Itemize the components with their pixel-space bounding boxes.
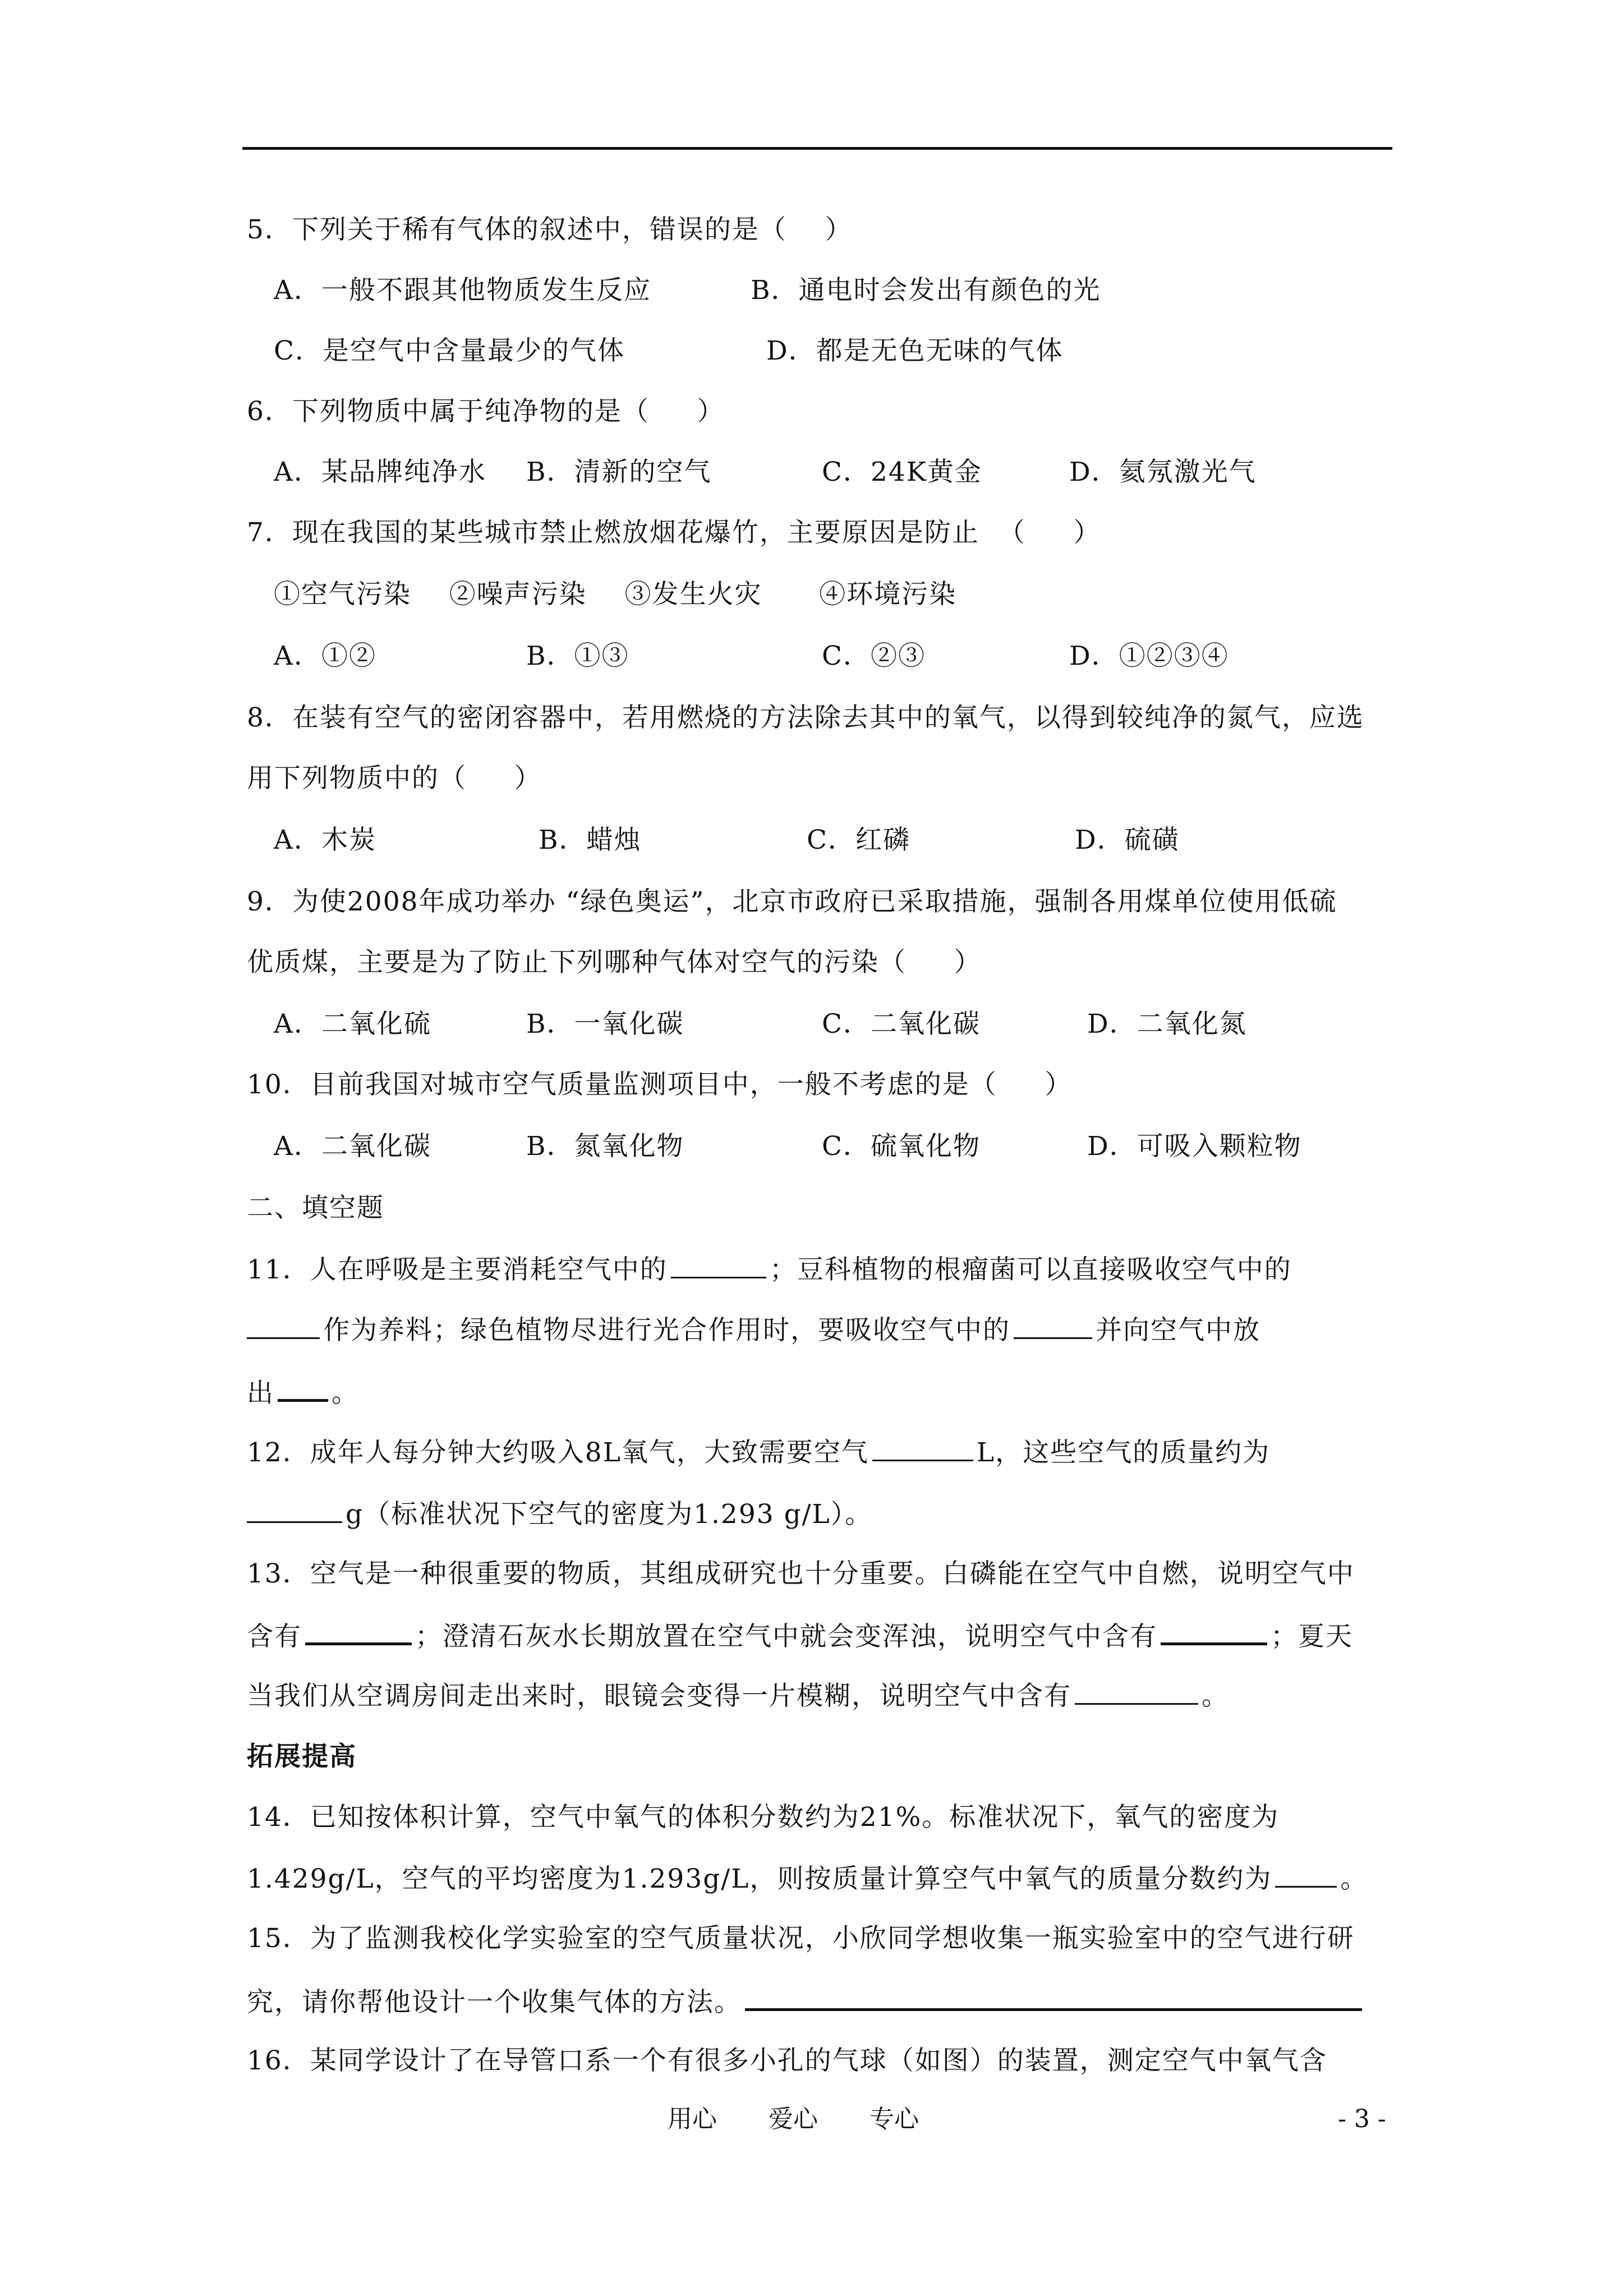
q13-line3 xyxy=(247,1678,1229,1713)
q15-line1: 15．为了监测我校化学实验室的空气质量状况，小欣同学想收集一瓶实验室中的空气进行研 xyxy=(247,1923,1355,1954)
q7-option-d: D．①②③④ xyxy=(1069,641,1229,671)
q12-text-3: g（标准状况下空气的密度为1.293 g/L）。 xyxy=(346,1499,873,1530)
q7-option-c: C．②③ xyxy=(822,641,926,671)
q12-blank-2[interactable] xyxy=(247,1497,342,1523)
q11-text-1: 11．人在呼吸是主要消耗空气中的 xyxy=(247,1254,668,1285)
section-fill-heading: 二、填空题 xyxy=(247,1193,384,1223)
footer-motto-3: 专心 xyxy=(869,2105,919,2133)
q12-text-2: L，这些空气的质量约为 xyxy=(976,1437,1271,1468)
q13-text-3: ；澄清石灰水长期放置在空气中就会变浑浊，说明空气中含有 xyxy=(415,1621,1157,1652)
q14-blank-1[interactable] xyxy=(1275,1861,1337,1888)
q6-option-a: A．某品牌纯净水 xyxy=(274,457,486,487)
q8-stem-line2: 用下列物质中的（ ） xyxy=(247,763,542,794)
q11-blank-2[interactable] xyxy=(247,1313,320,1339)
footer-motto-1: 用心 xyxy=(668,2105,717,2133)
footer-motto-2: 爱心 xyxy=(769,2105,818,2133)
q9-option-c: C．二氧化碳 xyxy=(822,1009,981,1039)
q14-line1: 14．已知按体积计算，空气中氧气的体积分数约为21%。标准状况下，氧气的密度为 xyxy=(247,1802,1280,1833)
q9-option-b: B．一氧化碳 xyxy=(526,1009,684,1039)
q11-text-6: 。 xyxy=(332,1378,359,1409)
q11-text-3: 作为养料；绿色植物尽进行光合作用时，要吸收空气中的 xyxy=(323,1315,1010,1346)
q7-stem: 7．现在我国的某些城市禁止燃放烟花爆竹，主要原因是防止 （ ） xyxy=(247,517,1101,548)
q11-blank-1[interactable] xyxy=(671,1252,766,1278)
q7-items: ①空气污染 ②噪声污染 ③发生火灾 ④环境污染 xyxy=(274,579,957,610)
q13-text-2: 含有 xyxy=(247,1621,302,1652)
q13-blank-1[interactable] xyxy=(305,1618,412,1645)
q8-option-b: B．蜡烛 xyxy=(539,825,642,855)
q10-option-b: B．氮氧化物 xyxy=(526,1131,684,1162)
q5-option-a: A．一般不跟其他物质发生反应 xyxy=(274,275,651,306)
section-extend-heading: 拓展提高 xyxy=(247,1741,357,1772)
q13-line2 xyxy=(247,1618,1353,1654)
q13-blank-2[interactable] xyxy=(1161,1618,1267,1645)
q5-option-c: C．是空气中含量最少的气体 xyxy=(274,335,625,366)
q16-line1: 16．某同学设计了在导管口系一个有很多小孔的气球（如图）的装置，测定空气中氧气含 xyxy=(247,2045,1327,2076)
q11-text-4: 并向空气中放 xyxy=(1096,1315,1260,1346)
q10-option-a: A．二氧化碳 xyxy=(274,1131,431,1162)
q12-text-1: 12．成年人每分钟大约吸入8L氧气，大致需要空气 xyxy=(247,1437,869,1468)
q12-blank-1[interactable] xyxy=(872,1435,973,1461)
q8-option-a: A．木炭 xyxy=(274,825,376,855)
q7-option-a: A．①② xyxy=(274,641,376,671)
q14-text-2: 1.429g/L，空气的平均密度为1.293g/L，则按质量计算空气中氧气的质量分数约为 xyxy=(247,1864,1272,1894)
q11-line1 xyxy=(247,1252,1292,1287)
q13-text-6: 。 xyxy=(1202,1681,1229,1711)
q10-option-c: C．硫氧化物 xyxy=(822,1131,981,1162)
q5-stem: 5．下列关于稀有气体的叙述中，错误的是（ ） xyxy=(247,214,853,245)
q12-line2 xyxy=(247,1497,872,1531)
q11-line3 xyxy=(247,1374,359,1410)
q6-option-c: C．24K黄金 xyxy=(822,457,982,487)
q7-option-b: B．①③ xyxy=(526,641,629,671)
q10-stem: 10．目前我国对城市空气质量监测项目中，一般不考虑的是（ ） xyxy=(247,1069,1073,1100)
q5-option-d: D．都是无色无味的气体 xyxy=(766,335,1064,366)
q6-stem: 6．下列物质中属于纯净物的是（ ） xyxy=(247,396,725,427)
q8-option-d: D．硫磺 xyxy=(1075,825,1180,855)
q13-text-4: ；夏天 xyxy=(1271,1621,1353,1652)
q14-line2 xyxy=(247,1861,1368,1896)
q15-line2 xyxy=(247,1984,1365,2019)
q9-stem-line2: 优质煤，主要是为了防止下列哪种气体对空气的污染（ ） xyxy=(247,947,982,978)
q9-stem-line1: 9．为使2008年成功举办 “绿色奥运”，北京市政府已采取措施，强制各用煤单位使用低硫 xyxy=(247,886,1337,917)
q11-text-5: 出 xyxy=(247,1378,274,1409)
q11-line2 xyxy=(247,1313,1260,1347)
q13-text-5: 当我们从空调房间走出来时，眼镜会变得一片模糊，说明空气中含有 xyxy=(247,1681,1071,1711)
q11-text-2: ；豆科植物的根瘤菌可以直接吸收空气中的 xyxy=(769,1254,1292,1285)
header-rule xyxy=(242,147,1392,150)
q9-option-d: D．二氧化氮 xyxy=(1087,1009,1247,1039)
q10-option-d: D．可吸入颗粒物 xyxy=(1087,1131,1302,1162)
q13-line1: 13．空气是一种很重要的物质，其组成研究也十分重要。白磷能在空气中自燃，说明空气中 xyxy=(247,1558,1355,1589)
page-number: - 3 - xyxy=(1338,2105,1386,2133)
q15-blank-1[interactable] xyxy=(745,1984,1362,2011)
q11-blank-3[interactable] xyxy=(1014,1313,1092,1339)
q14-text-3: 。 xyxy=(1340,1864,1368,1894)
q9-option-a: A．二氧化硫 xyxy=(274,1009,431,1039)
q12-line1 xyxy=(247,1435,1270,1470)
q11-blank-4[interactable] xyxy=(278,1374,328,1402)
q13-blank-3[interactable] xyxy=(1075,1678,1198,1705)
q6-option-b: B．清新的空气 xyxy=(526,457,712,487)
q5-option-b: B．通电时会发出有颜色的光 xyxy=(751,275,1101,306)
q15-text-2: 究，请你帮他设计一个收集气体的方法。 xyxy=(247,1987,742,2018)
q8-stem-line1: 8．在装有空气的密闭容器中，若用燃烧的方法除去其中的氧气，以得到较纯净的氮气，应选 xyxy=(247,702,1364,733)
q8-option-c: C．红磷 xyxy=(807,825,910,855)
q6-option-d: D．氦氖激光气 xyxy=(1069,457,1257,487)
